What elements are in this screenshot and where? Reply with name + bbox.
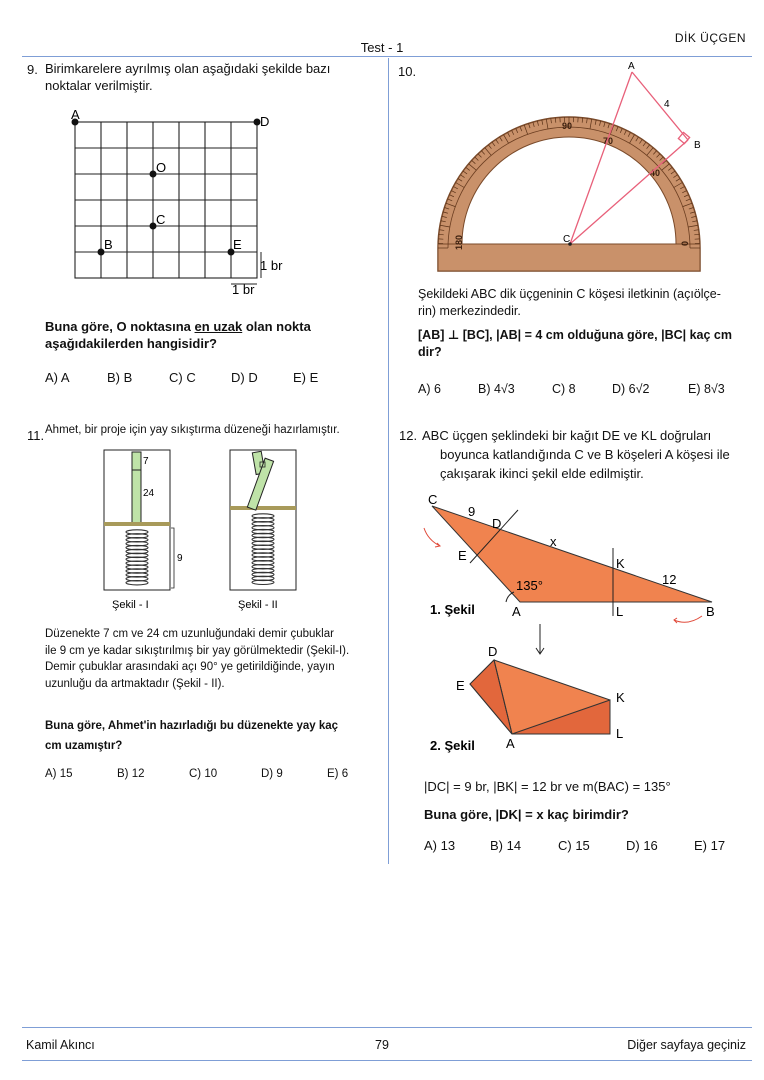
q10-option-d[interactable]: D) 6√2 bbox=[612, 382, 650, 396]
q9-question: Buna göre, O noktasına en uzak olan nokta aşağıdakilerden hangisidir? bbox=[45, 319, 311, 351]
protractor-label-70: 70 bbox=[603, 136, 614, 146]
fig1-caption: 1. Şekil bbox=[430, 602, 475, 617]
q9-option-b[interactable]: B) B bbox=[107, 370, 133, 385]
q10-label-a: A bbox=[628, 61, 635, 72]
fig2-label-e: E bbox=[456, 678, 465, 693]
fig1-label-9: 9 bbox=[177, 553, 183, 564]
fig1-label-x: x bbox=[550, 534, 557, 549]
q10-option-b[interactable]: B) 4√3 bbox=[478, 382, 515, 396]
fig1-label-9: 9 bbox=[468, 504, 476, 519]
footer-rule-top bbox=[22, 1027, 752, 1028]
fig1-label-e: E bbox=[458, 548, 467, 563]
q11-spring-figure bbox=[100, 448, 360, 616]
q10-label-ab: 4 bbox=[664, 99, 670, 110]
q9-option-d[interactable]: D) D bbox=[231, 370, 258, 385]
caption-fig2: Şekil - II bbox=[238, 599, 278, 611]
q12-option-d[interactable]: D) 16 bbox=[626, 838, 658, 853]
q11-body: Düzenekte 7 cm ve 24 cm uzunluğundaki demir çubuklar ile 9 cm ye kadar sıkıştırılmış bir yay görülmektedir (Şekil-I). Demir çubuklar arasındaki açı 90° ye getirildiğinde, yayın uzunluğu da artmaktadır (Şekil - II). bbox=[45, 628, 350, 690]
column-divider bbox=[388, 58, 389, 864]
q12-option-c[interactable]: C) 15 bbox=[558, 838, 590, 853]
fig2-label-k: K bbox=[616, 690, 625, 705]
q12-folding-figure bbox=[420, 488, 720, 758]
q9-option-e[interactable]: E) E bbox=[293, 370, 319, 385]
q12-option-a[interactable]: A) 13 bbox=[424, 838, 456, 853]
q11-option-e[interactable]: E) 6 bbox=[327, 768, 349, 780]
label-o: O bbox=[156, 160, 167, 175]
footer-next-page: Diğer sayfaya geçiniz bbox=[627, 1038, 746, 1052]
test-title: Test - 1 bbox=[360, 40, 404, 55]
q10-text: Şekildeki ABC dik üçgeninin C köşesi iletkinin (açıölçe- rin) merkezindedir. bbox=[418, 287, 721, 318]
q11-option-c[interactable]: C) 10 bbox=[189, 768, 218, 780]
q9-number: 9. bbox=[27, 62, 38, 77]
q10-label-c: C bbox=[563, 234, 571, 245]
fig2-label-a: A bbox=[506, 736, 515, 751]
q10-option-a[interactable]: A) 6 bbox=[418, 382, 441, 396]
fig1-label-7: 7 bbox=[143, 456, 149, 467]
q12-given: |DC| = 9 br, |BK| = 12 br ve m(BAC) = 135° bbox=[424, 779, 671, 794]
protractor-label-0: 0 bbox=[680, 240, 690, 246]
label-a: A bbox=[71, 107, 80, 122]
segment-ab bbox=[632, 72, 688, 140]
q10-protractor-figure bbox=[420, 58, 720, 274]
fig2-label-d: D bbox=[488, 644, 498, 659]
fig1-label-k: K bbox=[616, 556, 625, 571]
triangle-abc bbox=[432, 506, 712, 602]
fig1-label-d: D bbox=[492, 516, 502, 531]
q12-question: Buna göre, |DK| = x kaç birimdir? bbox=[424, 807, 629, 822]
q12-option-e[interactable]: E) 17 bbox=[694, 838, 726, 853]
q9-text: Birimkarelere ayrılmış olan aşağıdaki şekilde bazı noktalar verilmiştir. bbox=[45, 61, 331, 93]
header-rule bbox=[22, 56, 752, 57]
fig2-label-l: L bbox=[616, 726, 624, 741]
fig1-label-angle: 135° bbox=[516, 578, 543, 593]
q12-text: ABC üçgen şeklindeki bir kağıt DE ve KL doğruları boyunca katlandığında C ve B köşeleri A köşesi ile çakışarak ikinci şekil elde edilmiştir. bbox=[422, 428, 730, 481]
rod-fig1 bbox=[132, 452, 141, 524]
label-c: C bbox=[156, 212, 166, 227]
caption-fig1: Şekil - I bbox=[112, 599, 149, 611]
q11-options bbox=[45, 768, 357, 780]
label-e: E bbox=[233, 237, 242, 252]
q11-option-d[interactable]: D) 9 bbox=[261, 768, 283, 780]
protractor-label-90: 90 bbox=[562, 121, 573, 131]
fig1-label-b: B bbox=[706, 604, 715, 619]
label-b: B bbox=[104, 237, 113, 252]
footer-author: Kamil Akıncı bbox=[26, 1038, 95, 1052]
fig2-caption: 2. Şekil bbox=[430, 738, 475, 753]
q11-text: Ahmet, bir proje için yay sıkıştırma düzeneği hazırlamıştır. bbox=[45, 424, 340, 436]
q11-option-b[interactable]: B) 12 bbox=[117, 768, 145, 780]
q9-option-a[interactable]: A) A bbox=[45, 370, 70, 385]
unit-label-horizontal: 1 br bbox=[232, 282, 255, 297]
q12-option-b[interactable]: B) 14 bbox=[490, 838, 522, 853]
q9-options bbox=[45, 370, 333, 385]
q12-options bbox=[424, 838, 734, 853]
protractor-label-180: 180 bbox=[454, 234, 464, 250]
label-d: D bbox=[260, 114, 270, 129]
q11-question: Buna göre, Ahmet'in hazırladığı bu düzenekte yay kaç cm uzamıştır? bbox=[45, 720, 339, 752]
topic-title: DİK ÜÇGEN bbox=[674, 31, 746, 45]
q11-number: 11. bbox=[27, 428, 45, 443]
fig1-label-12: 12 bbox=[662, 572, 677, 587]
q10-label-b: B bbox=[694, 140, 701, 151]
q10-option-c[interactable]: C) 8 bbox=[552, 382, 576, 396]
q10-options bbox=[418, 382, 738, 396]
q10-question: [AB] ⊥ [BC], |AB| = 4 cm olduğuna göre, |BC| kaç cm dir? bbox=[418, 328, 732, 359]
unit-label-vertical: 1 br bbox=[260, 258, 283, 273]
q12-number: 12. bbox=[399, 428, 418, 443]
q10-number: 10. bbox=[398, 64, 417, 79]
fig1-label-l: L bbox=[616, 604, 624, 619]
q11-option-a[interactable]: A) 15 bbox=[45, 768, 73, 780]
q10-option-e[interactable]: E) 8√3 bbox=[688, 382, 725, 396]
fig1-label-24: 24 bbox=[143, 488, 155, 499]
fig1-label-a: A bbox=[512, 604, 521, 619]
protractor-label-40: 40 bbox=[650, 168, 661, 178]
q9-option-c[interactable]: C) C bbox=[169, 370, 196, 385]
fig1-label-c: C bbox=[428, 492, 438, 507]
footer-page-number: 79 bbox=[375, 1038, 389, 1052]
q9-grid-figure bbox=[60, 100, 300, 310]
footer-rule-bottom bbox=[22, 1060, 752, 1061]
